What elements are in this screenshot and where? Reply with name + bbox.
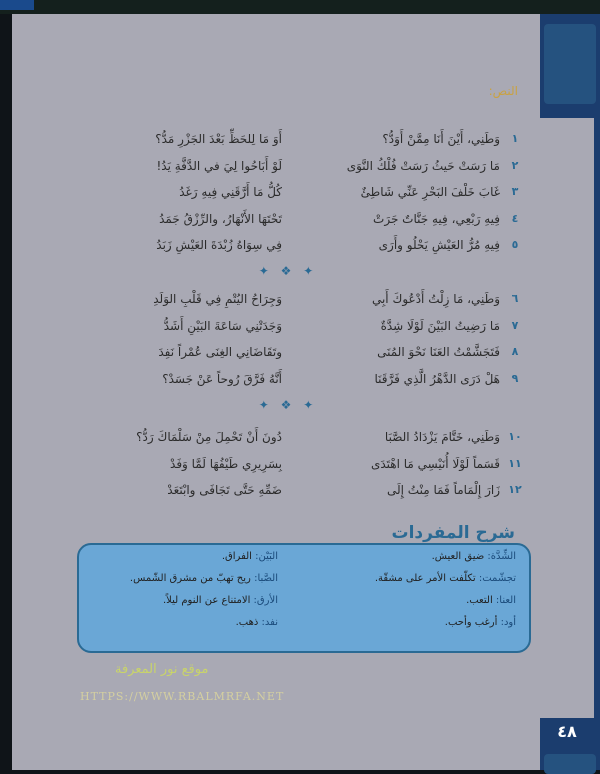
verse-second-hemistich: لَوْ أَبَاحُوا لِيَ في الدَّفَّةِ يَدُ! bbox=[156, 158, 282, 173]
ornament-bottom bbox=[544, 754, 596, 774]
verse-first-hemistich: غَابَ خَلْفَ البَحْرِ عَنِّي شَاطِئٌ bbox=[360, 185, 500, 199]
verse-number: ٩ bbox=[511, 371, 519, 385]
verse-first-hemistich: فِيهِ مُرُّ العَيْشِ يَحْلُو وأَرَى bbox=[378, 238, 500, 252]
verse-second-hemistich: كُلُّ مَا أَرَّقَنِي فِيهِ رَغَدُ bbox=[179, 185, 282, 199]
verse-second-hemistich: وتَقَاضَانِي الغِنَى عُمْراً نَفِدَ bbox=[158, 345, 282, 359]
vocab-definition: ضيق العيش. bbox=[431, 551, 485, 562]
verse-first-hemistich: قَسَماً لَوْلَا أُنَيْسِي مَا اهْتَدَى bbox=[370, 456, 500, 471]
verse-first-hemistich: وَطَنِي، أَيْنَ أَنَا مِمَّنْ أَوَدُّ؟ bbox=[382, 132, 500, 146]
top-bar bbox=[0, 0, 600, 14]
section-label: النص: bbox=[488, 84, 518, 98]
vocab-definition: التعب. bbox=[466, 595, 493, 606]
verse-number: ١١ bbox=[508, 456, 522, 470]
vocab-term: العنا: bbox=[492, 595, 516, 606]
vocab-term: الأرق: bbox=[250, 595, 278, 606]
verse-second-hemistich: وَجَدَتْنِي سَاعَةَ البَيْنِ أَشَدُّ bbox=[163, 318, 282, 333]
vocab-term: الصَّبا: bbox=[250, 573, 278, 584]
top-tab bbox=[0, 0, 34, 10]
verse-number: ١٠ bbox=[508, 430, 522, 443]
vocab-definition: ريح تهبّ من مشرق الشّمس. bbox=[129, 573, 251, 584]
vocab-term: تجشّمت: bbox=[475, 573, 516, 584]
vocab-item bbox=[163, 595, 278, 606]
page-number: ٤٨ bbox=[557, 722, 577, 741]
verse-number: ٨ bbox=[511, 345, 519, 358]
page-sheet bbox=[12, 14, 540, 770]
verse-number: ١٢ bbox=[508, 483, 522, 496]
stanza-divider: ✦ ❖ ✦ bbox=[258, 264, 318, 278]
verse-second-hemistich: أَوَ مَا لِلحَظِّ بَعْدَ الجَزْرِ مَدُّ؟ bbox=[155, 132, 282, 146]
vocab-term: الشِّدَّة: bbox=[484, 551, 516, 562]
verse-number: ٢ bbox=[511, 158, 519, 172]
vocab-definition: تكلّفت الأمر على مشقّة. bbox=[374, 573, 476, 584]
verse-number: ٣ bbox=[511, 185, 519, 198]
vocab-item bbox=[222, 551, 278, 562]
verse-number: ٤ bbox=[511, 211, 519, 225]
verse-first-hemistich: وَطَنِي، خَتَّامَ يَزْدَادُ الصَّبَا bbox=[384, 430, 500, 444]
vocab-item bbox=[236, 617, 278, 628]
verse-first-hemistich: زَارَ إِلْمَاماً فَمَا مِنْتُ إِلَى bbox=[386, 483, 500, 497]
verse-second-hemistich: بِسَرِيرِي طَيْفُهَا لَمَّا وَفَدْ bbox=[170, 456, 282, 471]
vocab-item bbox=[466, 595, 516, 606]
vocab-definition: ذهب. bbox=[235, 617, 259, 628]
watermark-arabic: موقع نور المعرفة bbox=[115, 662, 209, 677]
verse-number: ٧ bbox=[511, 318, 519, 332]
vocab-term: البَيْن: bbox=[251, 551, 278, 562]
vocab-term: أود: bbox=[497, 617, 516, 628]
verse-second-hemistich: ضَمِّهِ حَتَّى تَجَافَى وابْتَعَدْ bbox=[167, 483, 282, 497]
verse-number: ٥ bbox=[511, 238, 519, 251]
vocab-item bbox=[130, 573, 278, 584]
verse-first-hemistich: فِيهِ رَبْعِي، فِيهِ جَنَّاتٌ جَرَتْ bbox=[373, 211, 500, 226]
margin-panel bbox=[540, 118, 594, 718]
watermark-url: HTTPS://WWW.RBALMRFA.NET bbox=[80, 690, 285, 703]
verse-second-hemistich: وَجِرَاحُ اليُتْمِ فِي قَلْبِ الوَلَدِ bbox=[153, 292, 282, 306]
verse-first-hemistich: وَطَنِي، مَا زِلْتُ أَدْعُوكَ أَبِي bbox=[371, 292, 500, 306]
verse-first-hemistich: فَتَجَشَّمْتُ العَنَا نَحْوَ المُنَى bbox=[377, 345, 500, 359]
vocab-definition: أرغب وأحب. bbox=[444, 617, 498, 628]
verse-number: ١ bbox=[511, 132, 519, 145]
verse-number: ٦ bbox=[511, 292, 519, 305]
verse-first-hemistich: هَلْ دَرَى الدَّهْرُ الَّذِي فَرَّقَنَا bbox=[374, 371, 500, 386]
ornament-top bbox=[544, 24, 596, 104]
vocab-definition: الامتناع عن النوم ليلاً. bbox=[162, 595, 251, 606]
verse-second-hemistich: فِي سِوَاهُ زُبْدَةَ العَيْشِ زَبَدُ bbox=[156, 238, 282, 252]
vocab-title: شرح المفردات bbox=[391, 523, 515, 543]
vocab-term: نفد: bbox=[258, 617, 278, 628]
verse-first-hemistich: مَا رَضِيتُ البَيْنَ لَوْلَا شِدَّةٌ bbox=[380, 318, 500, 333]
vocab-item bbox=[432, 551, 516, 562]
vocab-definition: الفراق. bbox=[221, 551, 252, 562]
stanza-divider: ✦ ❖ ✦ bbox=[258, 397, 318, 412]
verse-second-hemistich: دُونَ أَنْ تَحْمِلَ مِنْ سَلْمَاكَ رَدُّ؟ bbox=[136, 430, 282, 444]
verse-second-hemistich: تَحْتَهَا الأَنْهَارُ، والرِّزْقُ جَمَدُ bbox=[159, 211, 282, 226]
vocab-item bbox=[375, 573, 516, 584]
vocab-item bbox=[445, 617, 516, 628]
verse-second-hemistich: أَنَّهُ فَرَّقَ رُوحاً عَنْ جَسَدْ؟ bbox=[162, 371, 282, 386]
verse-first-hemistich: مَا رَسَتْ حَيثُ رَسَتْ فُلْكُ النَّوَى bbox=[346, 158, 500, 173]
